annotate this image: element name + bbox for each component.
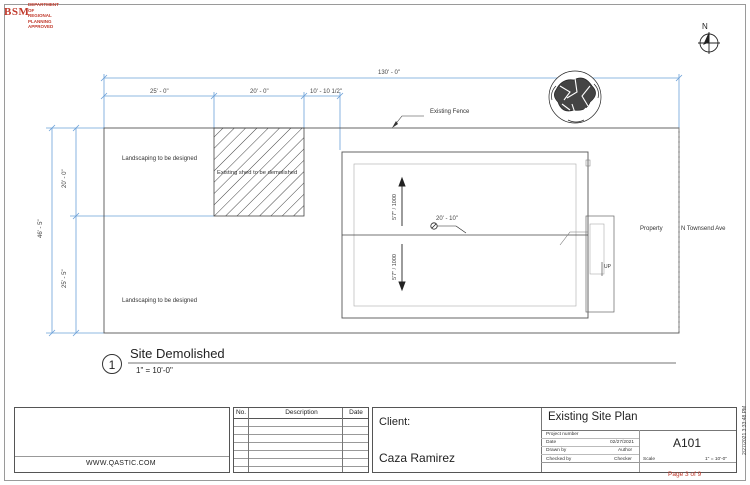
tree-symbol bbox=[549, 71, 601, 123]
client-label: Client: bbox=[379, 416, 411, 428]
checked-by-value: Checker bbox=[614, 457, 632, 462]
dimension-seg2: 20' - 0" bbox=[250, 89, 269, 95]
project-number-label: Project number bbox=[546, 432, 579, 437]
stamp-line-1: DEPARTMENT OF bbox=[28, 2, 59, 13]
page-indicator: Page 3 of 9 bbox=[668, 471, 702, 478]
sheet-number: A101 bbox=[673, 436, 702, 450]
dimension-seg1: 25' - 0" bbox=[150, 89, 169, 95]
drawn-by-value: Author bbox=[618, 448, 633, 453]
date-value: 02/27/2021 bbox=[610, 440, 635, 445]
revision-table bbox=[233, 407, 369, 473]
landscape-label-top: Landscaping to be designed bbox=[122, 156, 198, 162]
dimension-house-lower: 5'7" / 1000 bbox=[392, 254, 398, 280]
revision-header-date: Date bbox=[349, 409, 363, 416]
dimension-house-upper: 5'7" / 1000 bbox=[392, 194, 398, 220]
dimension-left-lower: 25' - 5" bbox=[62, 269, 68, 288]
property-label: Property bbox=[640, 226, 663, 232]
dimension-left-upper: 20' - 0" bbox=[62, 169, 68, 188]
stamp-line-2: REGIONAL PLANNING APPROVED bbox=[28, 13, 54, 29]
dimension-interior: 20' - 10" bbox=[436, 216, 458, 222]
shed-label: Existing shed to be demolished bbox=[217, 170, 298, 176]
landscape-label-bottom: Landscaping to be designed bbox=[122, 298, 198, 304]
drawn-by-label: Drawn by bbox=[546, 448, 567, 453]
up-label: UP bbox=[604, 264, 611, 270]
date-label: Date bbox=[546, 440, 557, 445]
north-arrow bbox=[698, 32, 720, 54]
checked-by-label: Checked by bbox=[546, 457, 572, 462]
revision-header-description: Description bbox=[285, 409, 318, 416]
website-text: WWW.QASTIC.COM bbox=[86, 460, 156, 467]
fence-label: Existing Fence bbox=[430, 109, 470, 115]
dimension-overall: 130' - 0" bbox=[378, 70, 400, 76]
print-timestamp: 2/27/2021 3:33:48 PM bbox=[742, 405, 748, 455]
stamp-logo: BSM bbox=[4, 6, 30, 18]
project-title: Existing Site Plan bbox=[548, 411, 638, 423]
dimension-left-total: 46' - 5" bbox=[38, 219, 44, 238]
scale-value: 1" = 10'-0" bbox=[705, 457, 728, 462]
north-label: N bbox=[702, 22, 708, 31]
scale-label: Scale bbox=[643, 457, 655, 462]
revision-header-no: No. bbox=[235, 409, 247, 416]
view-scale: 1" = 10'-0" bbox=[136, 366, 173, 375]
street-label: N Townsend Ave bbox=[681, 226, 726, 232]
dimension-seg3: 10' - 10 1/2" bbox=[310, 89, 342, 95]
client-name: Caza Ramirez bbox=[379, 451, 456, 465]
view-number: 1 bbox=[102, 354, 122, 374]
view-title: Site Demolished bbox=[130, 346, 225, 361]
